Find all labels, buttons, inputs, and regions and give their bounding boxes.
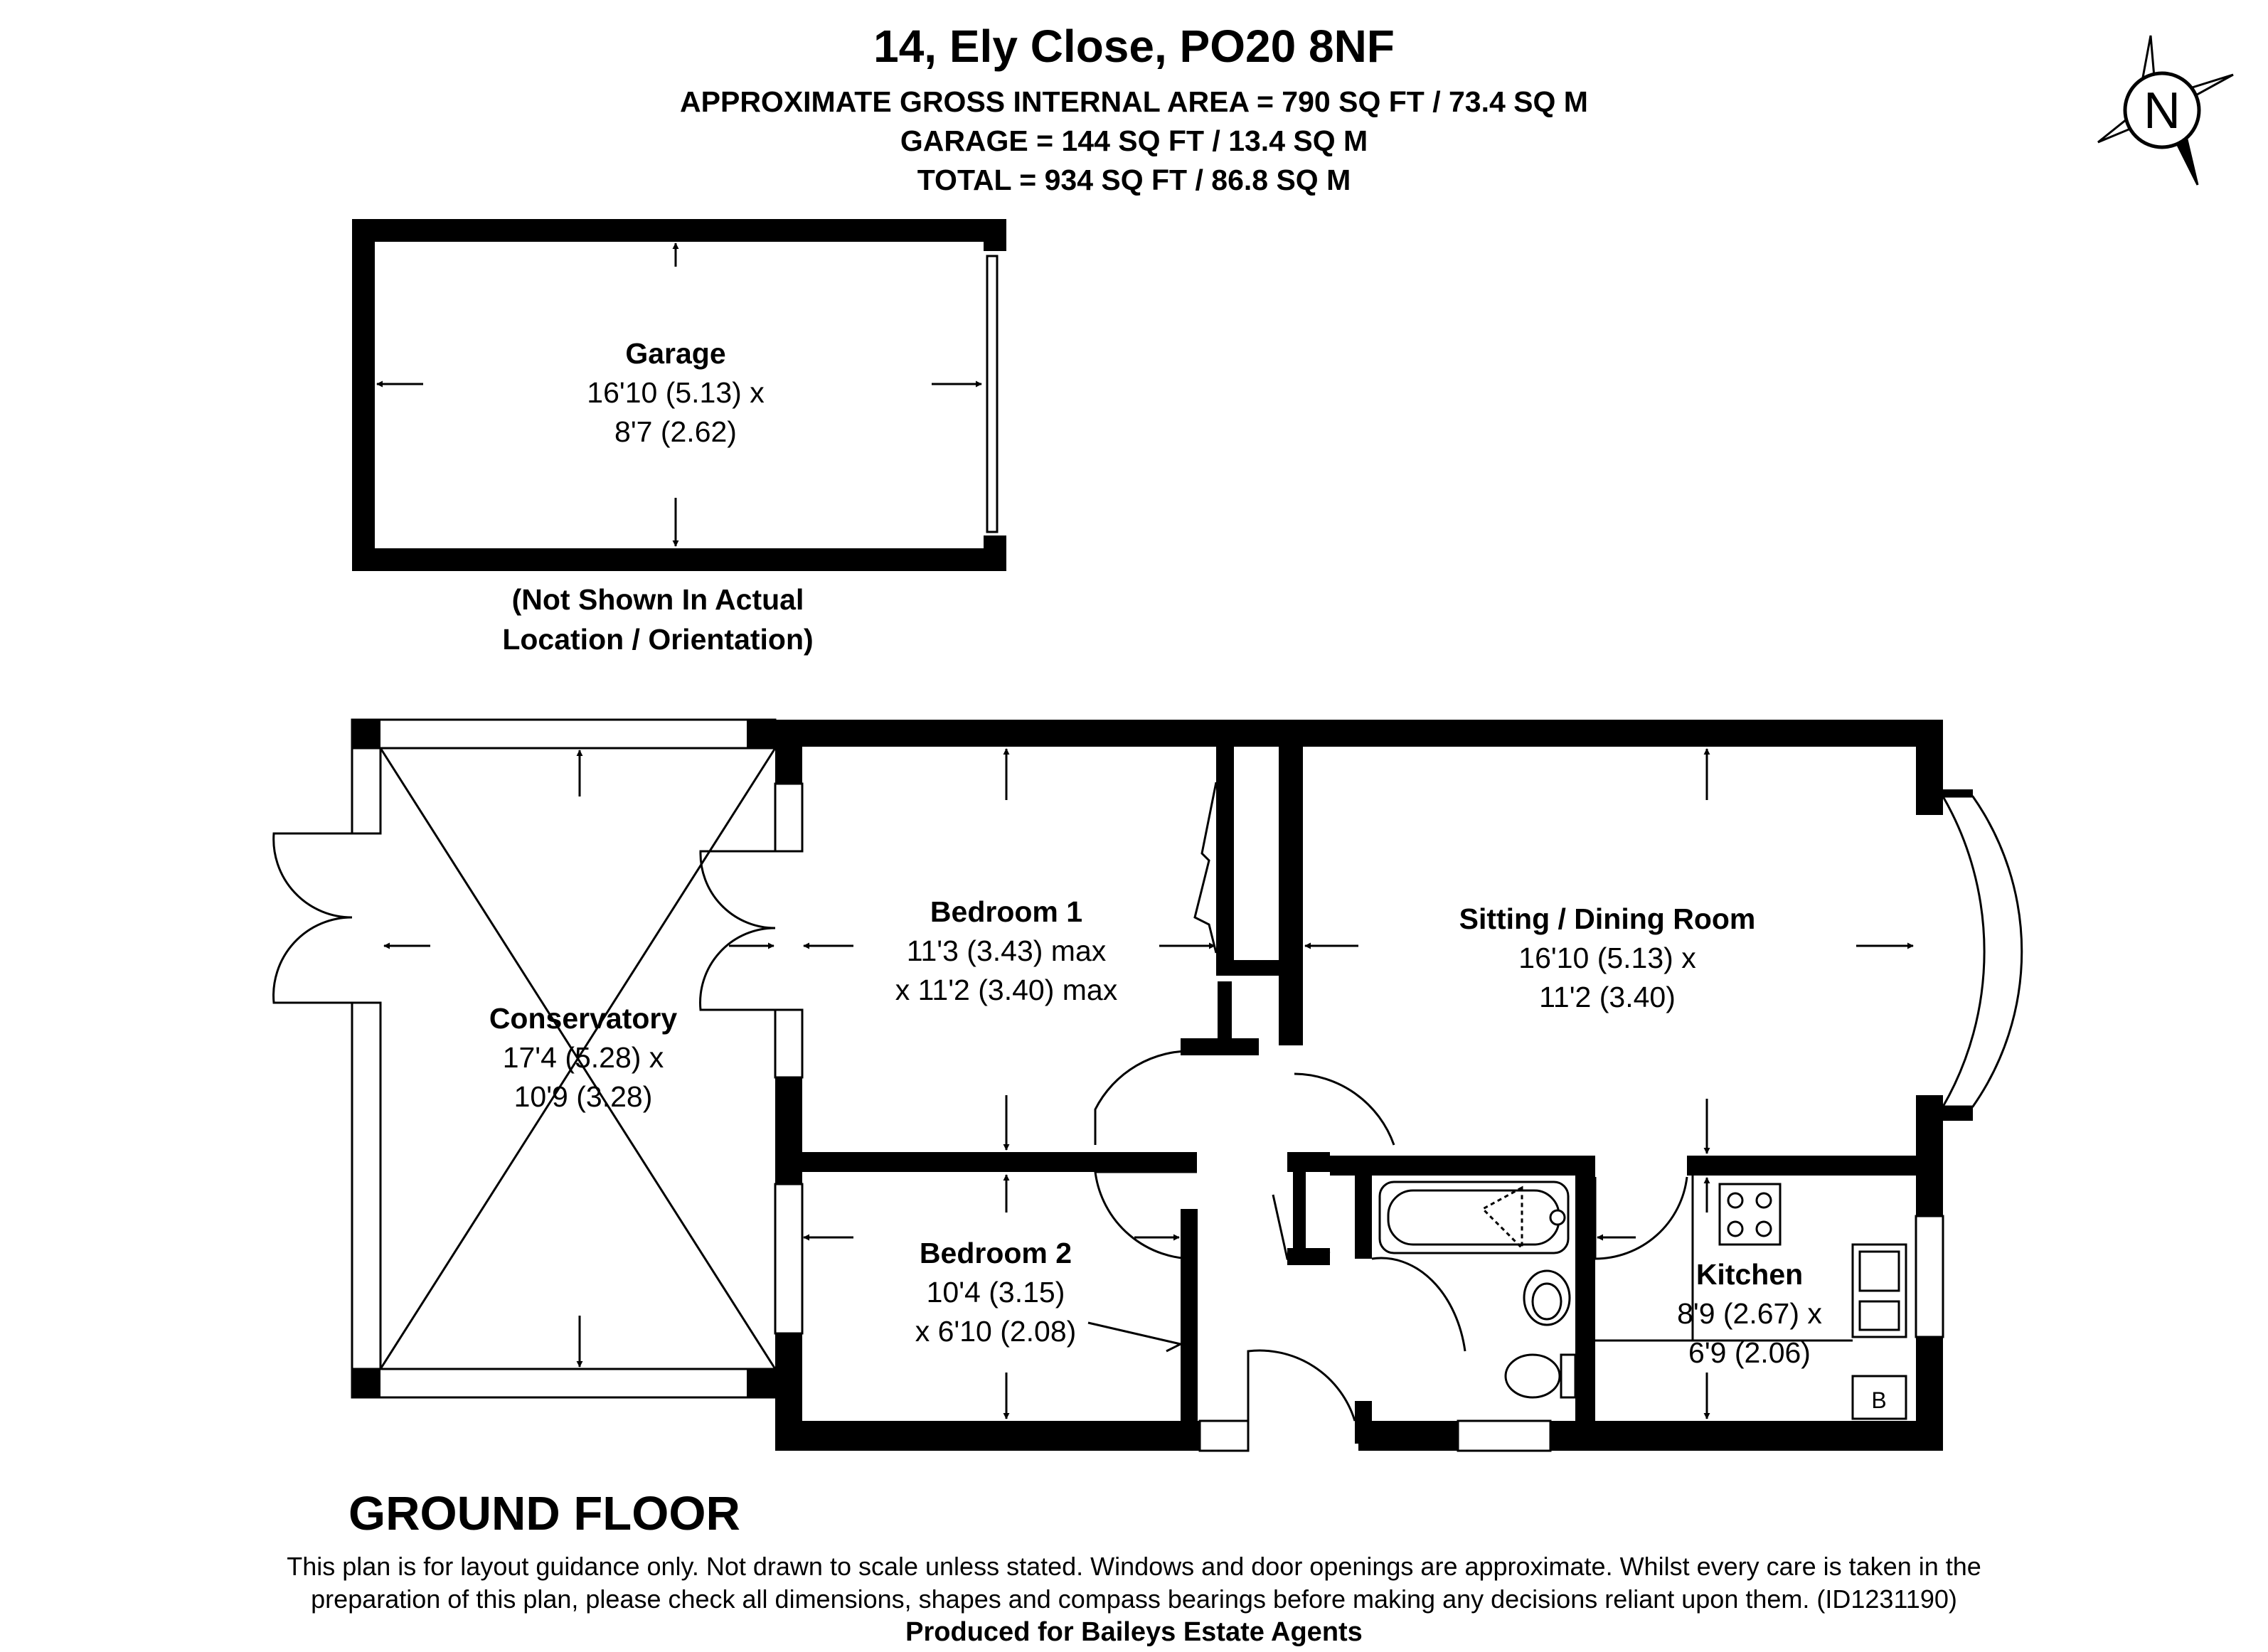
room-dimensions: 16'10 (5.13) x — [1518, 942, 1696, 974]
room-name: Conservatory — [489, 1002, 678, 1035]
room-name: Sitting / Dining Room — [1459, 902, 1756, 935]
room-name: Garage — [625, 337, 726, 370]
garage-area: GARAGE = 144 SQ FT / 13.4 SQ M — [900, 124, 1368, 157]
boiler-label: B — [1871, 1387, 1887, 1413]
compass-label: N — [2144, 82, 2181, 139]
room-dimensions: x 11'2 (3.40) max — [895, 974, 1118, 1006]
room-name: Bedroom 2 — [919, 1237, 1072, 1269]
disclaimer-line: preparation of this plan, please check all dimensions, shapes and compass bearings before making any decisions reliant upon them. (ID1231190) — [311, 1584, 1957, 1614]
plan-title: 14, Ely Close, PO20 8NF — [873, 21, 1395, 72]
room-dimensions: 6'9 (2.06) — [1688, 1336, 1811, 1369]
room-name: Kitchen — [1695, 1258, 1804, 1291]
disclaimer-line: This plan is for layout guidance only. Not drawn to scale unless stated. Windows and door openings are approximate. Whilst every care is taken in the — [287, 1552, 1981, 1581]
produced-by: Produced for Baileys Estate Agents — [905, 1617, 1363, 1647]
compass-icon — [2098, 36, 2233, 185]
disclaimer — [0, 1550, 2268, 1616]
garage-note — [448, 580, 868, 659]
room-name: Bedroom 1 — [930, 895, 1083, 928]
garage-label — [533, 334, 818, 452]
room-dimensions: 16'10 (5.13) x — [587, 376, 765, 409]
room-dimensions: 11'2 (3.40) — [1539, 981, 1676, 1013]
kitchen-label — [1643, 1255, 1856, 1373]
sitting-dining-label — [1415, 900, 1799, 1017]
room-dimensions: 8'7 (2.62) — [614, 415, 737, 448]
room-dimensions: x 6'10 (2.08) — [915, 1315, 1077, 1348]
room-dimensions: 11'3 (3.43) max — [906, 934, 1107, 967]
room-dimensions: 8'9 (2.67) x — [1677, 1297, 1822, 1330]
floor-label: GROUND FLOOR — [348, 1487, 740, 1540]
garage-note-line: Location / Orientation) — [502, 623, 814, 656]
bathroom-fixtures — [1380, 1182, 1575, 1397]
area-summary: APPROXIMATE GROSS INTERNAL AREA = 790 SQ FT / 73.4 SQ M — [680, 85, 1588, 118]
conservatory-label — [441, 999, 725, 1117]
room-dimensions: 10'4 (3.15) — [926, 1276, 1065, 1309]
total-area: TOTAL = 934 SQ FT / 86.8 SQ M — [917, 164, 1351, 196]
room-dimensions: 10'9 (3.28) — [513, 1080, 653, 1113]
room-dimensions: 17'4 (5.28) x — [502, 1041, 664, 1074]
bedroom2-label — [853, 1234, 1138, 1351]
bedroom1-label — [864, 892, 1149, 1010]
garage-note-line: (Not Shown In Actual — [511, 583, 804, 616]
